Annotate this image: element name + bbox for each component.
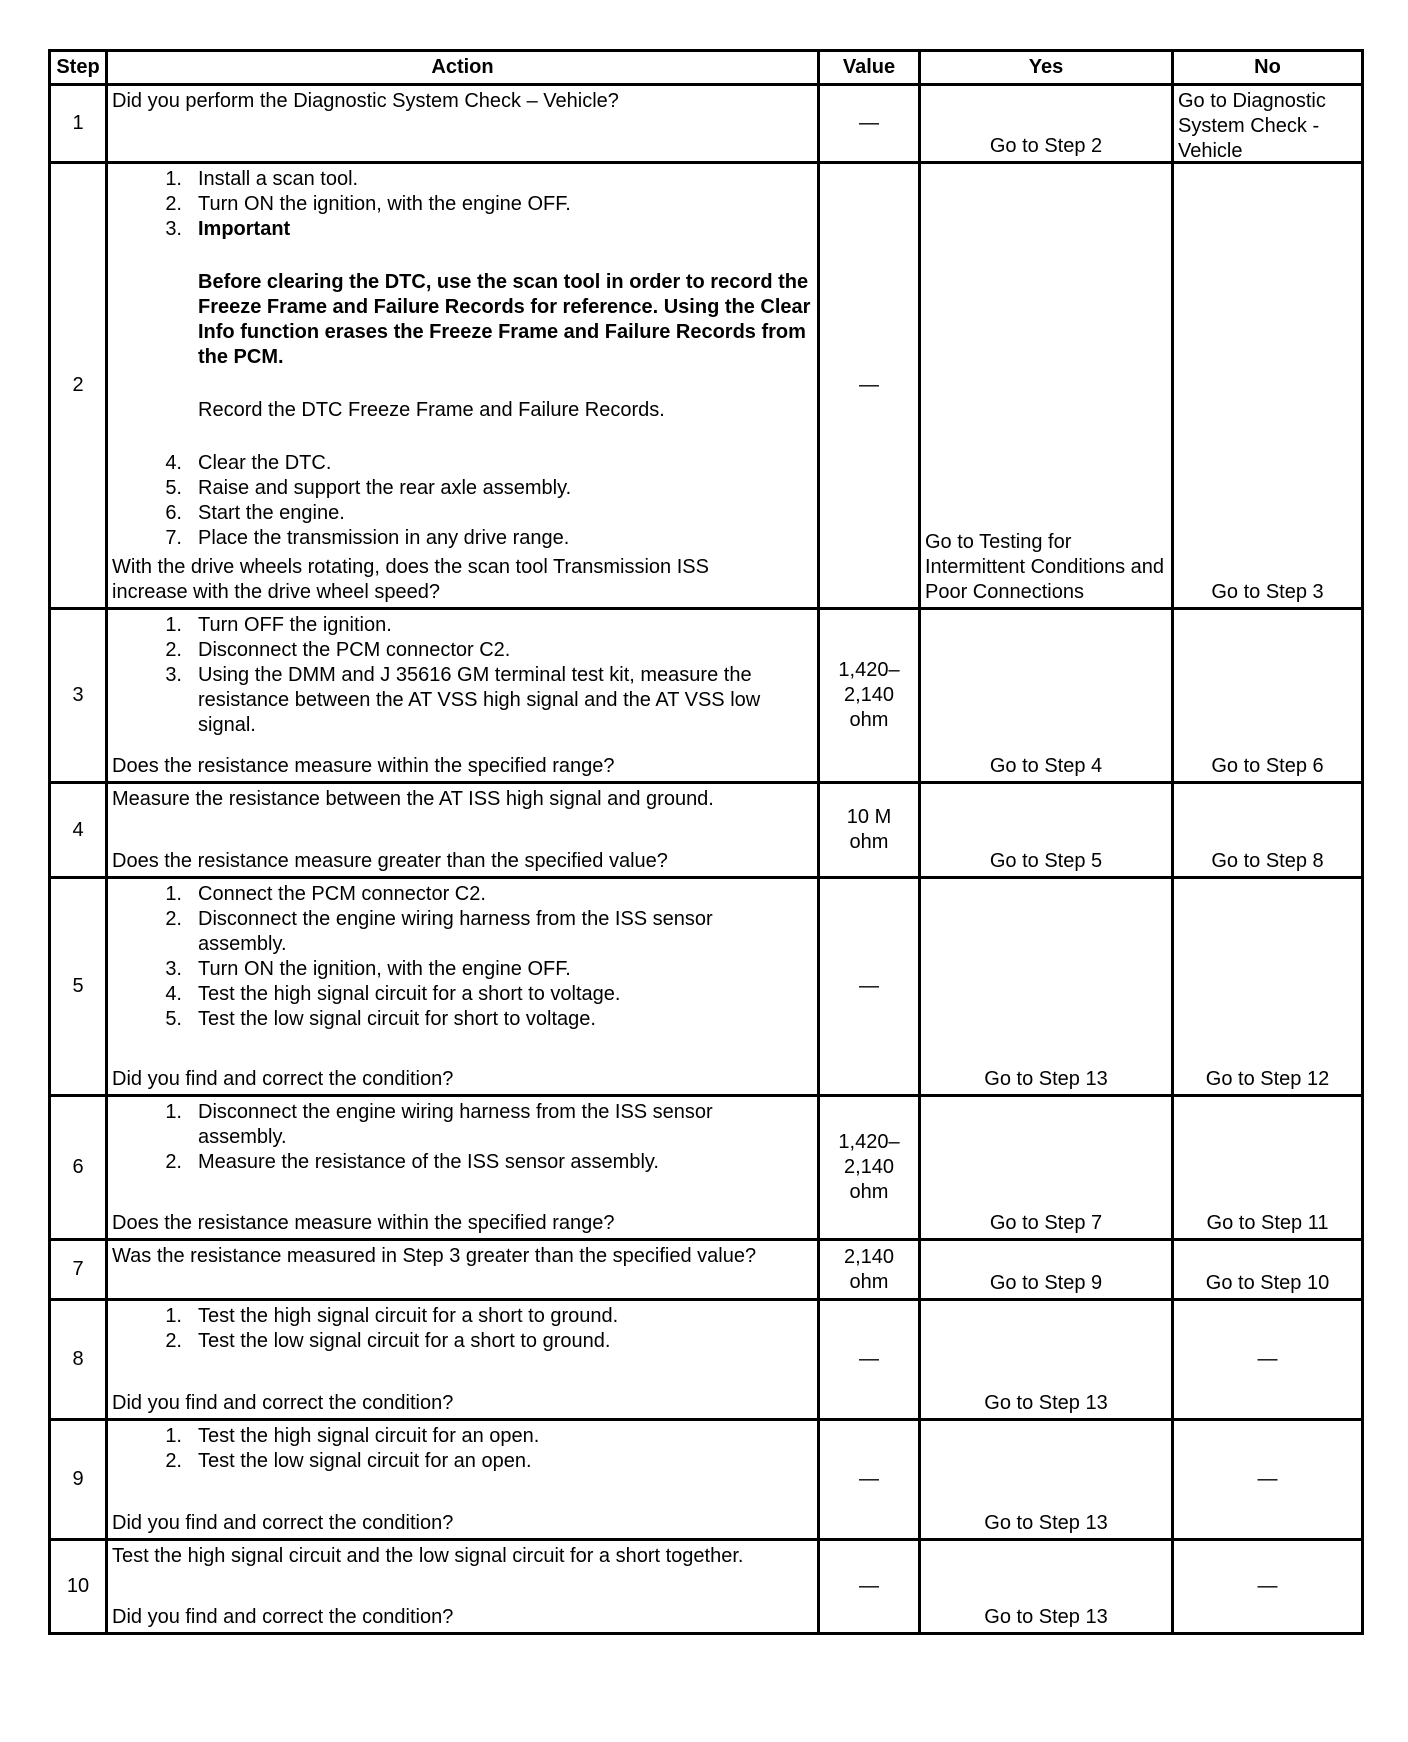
- action-cell: [107, 1300, 819, 1420]
- list-item: 2. Measure the resistance of the ISS sensor assembly.: [165, 1151, 659, 1173]
- no-cell: [1173, 609, 1363, 783]
- step-number: 10: [50, 1540, 107, 1634]
- yes-link[interactable]: Go to Step 13: [984, 1606, 1108, 1628]
- header-step: Step: [50, 51, 107, 85]
- no-link[interactable]: Go to Step 3: [1211, 581, 1324, 603]
- no-cell: [1173, 163, 1363, 609]
- step-number: 8: [50, 1300, 107, 1420]
- list-item: 6. Start the engine.: [165, 502, 345, 524]
- no-link[interactable]: Go to Step 10: [1205, 1272, 1330, 1294]
- table-row: [50, 1540, 1363, 1634]
- action-cell: [107, 1240, 819, 1300]
- no-cell: [1173, 878, 1363, 1096]
- list-item: 3. Turn ON the ignition, with the engine OFF.: [165, 958, 571, 980]
- question-text: Does the resistance measure within the specified range?: [112, 1212, 615, 1234]
- action-cell: [107, 163, 819, 609]
- step-number: 4: [50, 783, 107, 878]
- table-row: [50, 1420, 1363, 1540]
- record-note: Record the DTC Freeze Frame and Failure Records.: [198, 399, 665, 421]
- table-row: [50, 878, 1363, 1096]
- no-cell: [1173, 85, 1363, 163]
- no-link[interactable]: Go to Diagnostic System Check - Vehicle: [1178, 90, 1326, 162]
- no-cell: [1173, 783, 1363, 878]
- list-item: 1. Install a scan tool.: [165, 168, 359, 190]
- list-item: 1. Connect the PCM connector C2.: [165, 883, 486, 905]
- list-item: 1. Disconnect the engine wiring harness from the ISS sensor assembly.: [165, 1101, 713, 1148]
- yes-cell: [920, 163, 1173, 609]
- table-row: [50, 1240, 1363, 1300]
- instruction-list: [112, 1424, 813, 1474]
- yes-cell: [920, 1240, 1173, 1300]
- no-cell: [1173, 1240, 1363, 1300]
- table-row: [50, 85, 1363, 163]
- value-cell: 1,420–2,140 ohm: [819, 1096, 920, 1240]
- list-item: 2. Turn ON the ignition, with the engine OFF.: [165, 193, 571, 215]
- no-link[interactable]: Go to Step 8: [1211, 850, 1324, 872]
- yes-link[interactable]: Go to Step 2: [989, 135, 1103, 157]
- yes-cell: [920, 878, 1173, 1096]
- step-number: 2: [50, 163, 107, 609]
- list-item: 2. Disconnect the PCM connector C2.: [165, 639, 511, 661]
- instruction-text: Test the high signal circuit and the low signal circuit for a short together.: [112, 1545, 744, 1567]
- list-item: 1. Test the high signal circuit for a short to ground.: [165, 1305, 619, 1327]
- value-cell: —: [819, 85, 920, 163]
- list-item: 7. Place the transmission in any drive range.: [165, 527, 570, 549]
- yes-link[interactable]: Go to Step 4: [989, 755, 1103, 777]
- value-cell: —: [819, 163, 920, 609]
- question-text: Does the resistance measure within the specified range?: [112, 755, 615, 777]
- yes-link[interactable]: Go to Step 13: [984, 1392, 1108, 1414]
- yes-link[interactable]: Go to Testing for Intermittent Conditions and Poor Connections: [925, 531, 1165, 603]
- instruction-list: [112, 882, 813, 1032]
- question-text: Does the resistance measure greater than the specified value?: [112, 850, 668, 872]
- value-cell: 10 M ohm: [819, 783, 920, 878]
- yes-cell: [920, 1300, 1173, 1420]
- question-text: Did you find and correct the condition?: [112, 1512, 454, 1534]
- list-item: 1. Turn OFF the ignition.: [165, 614, 392, 636]
- value-cell: —: [819, 878, 920, 1096]
- instruction-text: Measure the resistance between the AT ISS high signal and ground.: [112, 788, 714, 810]
- action-cell: [107, 85, 819, 163]
- instruction-list: [112, 1100, 813, 1175]
- value-cell: —: [819, 1420, 920, 1540]
- action-cell: [107, 783, 819, 878]
- list-item: 5. Test the low signal circuit for short to voltage.: [165, 1008, 596, 1030]
- question-text: Did you find and correct the condition?: [112, 1392, 454, 1414]
- yes-cell: [920, 609, 1173, 783]
- action-cell: [107, 609, 819, 783]
- instruction-list: [112, 613, 813, 738]
- yes-link[interactable]: Go to Step 13: [984, 1512, 1108, 1534]
- header-value: Value: [819, 51, 920, 85]
- instruction-list: [112, 167, 813, 242]
- yes-link[interactable]: Go to Step 9: [989, 1272, 1103, 1294]
- table-row: [50, 783, 1363, 878]
- no-cell: —: [1173, 1420, 1363, 1540]
- header-action: Action: [107, 51, 819, 85]
- list-item: 4. Clear the DTC.: [165, 452, 332, 474]
- list-item: 5. Raise and support the rear axle assembly.: [165, 477, 572, 499]
- step-number: 9: [50, 1420, 107, 1540]
- question-text: With the drive wheels rotating, does the scan tool Transmission ISS increase with the drive wheel speed?: [112, 556, 709, 603]
- list-item: 3. Using the DMM and J 35616 GM terminal test kit, measure the resistance between the AT VSS high signal and the AT VSS low signal.: [165, 664, 761, 736]
- value-cell: —: [819, 1300, 920, 1420]
- header-row: [50, 51, 1363, 85]
- step-number: 5: [50, 878, 107, 1096]
- list-item: 1. Test the high signal circuit for an open.: [165, 1425, 540, 1447]
- table-row: [50, 163, 1363, 609]
- yes-cell: [920, 1420, 1173, 1540]
- diagnostic-table: [48, 49, 1364, 1635]
- instruction-list: [112, 1304, 813, 1354]
- yes-link[interactable]: Go to Step 13: [984, 1068, 1108, 1090]
- table-row: [50, 609, 1363, 783]
- yes-link[interactable]: Go to Step 7: [989, 1212, 1103, 1234]
- yes-cell: [920, 783, 1173, 878]
- step-number: 6: [50, 1096, 107, 1240]
- list-item: 2. Test the low signal circuit for a short to ground.: [165, 1330, 611, 1352]
- value-cell: —: [819, 1540, 920, 1634]
- no-link[interactable]: Go to Step 11: [1206, 1212, 1329, 1234]
- header-yes: Yes: [920, 51, 1173, 85]
- action-cell: [107, 1096, 819, 1240]
- important-note: Before clearing the DTC, use the scan tool in order to record the Freeze Frame and Failure Records for reference. Using the Clear Info function erases the Freeze Frame and Failure Records from the PCM.: [198, 271, 811, 368]
- question-text: Did you find and correct the condition?: [112, 1606, 454, 1628]
- no-cell: —: [1173, 1540, 1363, 1634]
- step-number: 3: [50, 609, 107, 783]
- header-no: No: [1173, 51, 1363, 85]
- table-row: [50, 1300, 1363, 1420]
- instruction-list: [112, 451, 813, 551]
- yes-link[interactable]: Go to Step 5: [989, 850, 1103, 872]
- question-text: Did you perform the Diagnostic System Check – Vehicle?: [112, 90, 619, 112]
- no-link[interactable]: Go to Step 12: [1205, 1068, 1330, 1090]
- list-item: 4. Test the high signal circuit for a short to voltage.: [165, 983, 621, 1005]
- no-cell: —: [1173, 1300, 1363, 1420]
- action-cell: [107, 1420, 819, 1540]
- no-link[interactable]: Go to Step 6: [1211, 755, 1324, 777]
- yes-cell: [920, 85, 1173, 163]
- action-cell: [107, 1540, 819, 1634]
- value-cell: 2,140 ohm: [819, 1240, 920, 1300]
- list-item: 3. Important: [165, 218, 291, 240]
- value-cell: 1,420–2,140 ohm: [819, 609, 920, 783]
- no-cell: [1173, 1096, 1363, 1240]
- question-text: Was the resistance measured in Step 3 greater than the specified value?: [112, 1245, 757, 1267]
- list-item: 2. Disconnect the engine wiring harness from the ISS sensor assembly.: [165, 908, 713, 955]
- action-cell: [107, 878, 819, 1096]
- step-number: 1: [50, 85, 107, 163]
- list-item: 2. Test the low signal circuit for an open.: [165, 1450, 532, 1472]
- question-text: Did you find and correct the condition?: [112, 1068, 454, 1090]
- yes-cell: [920, 1096, 1173, 1240]
- step-number: 7: [50, 1240, 107, 1300]
- yes-cell: [920, 1540, 1173, 1634]
- table-row: [50, 1096, 1363, 1240]
